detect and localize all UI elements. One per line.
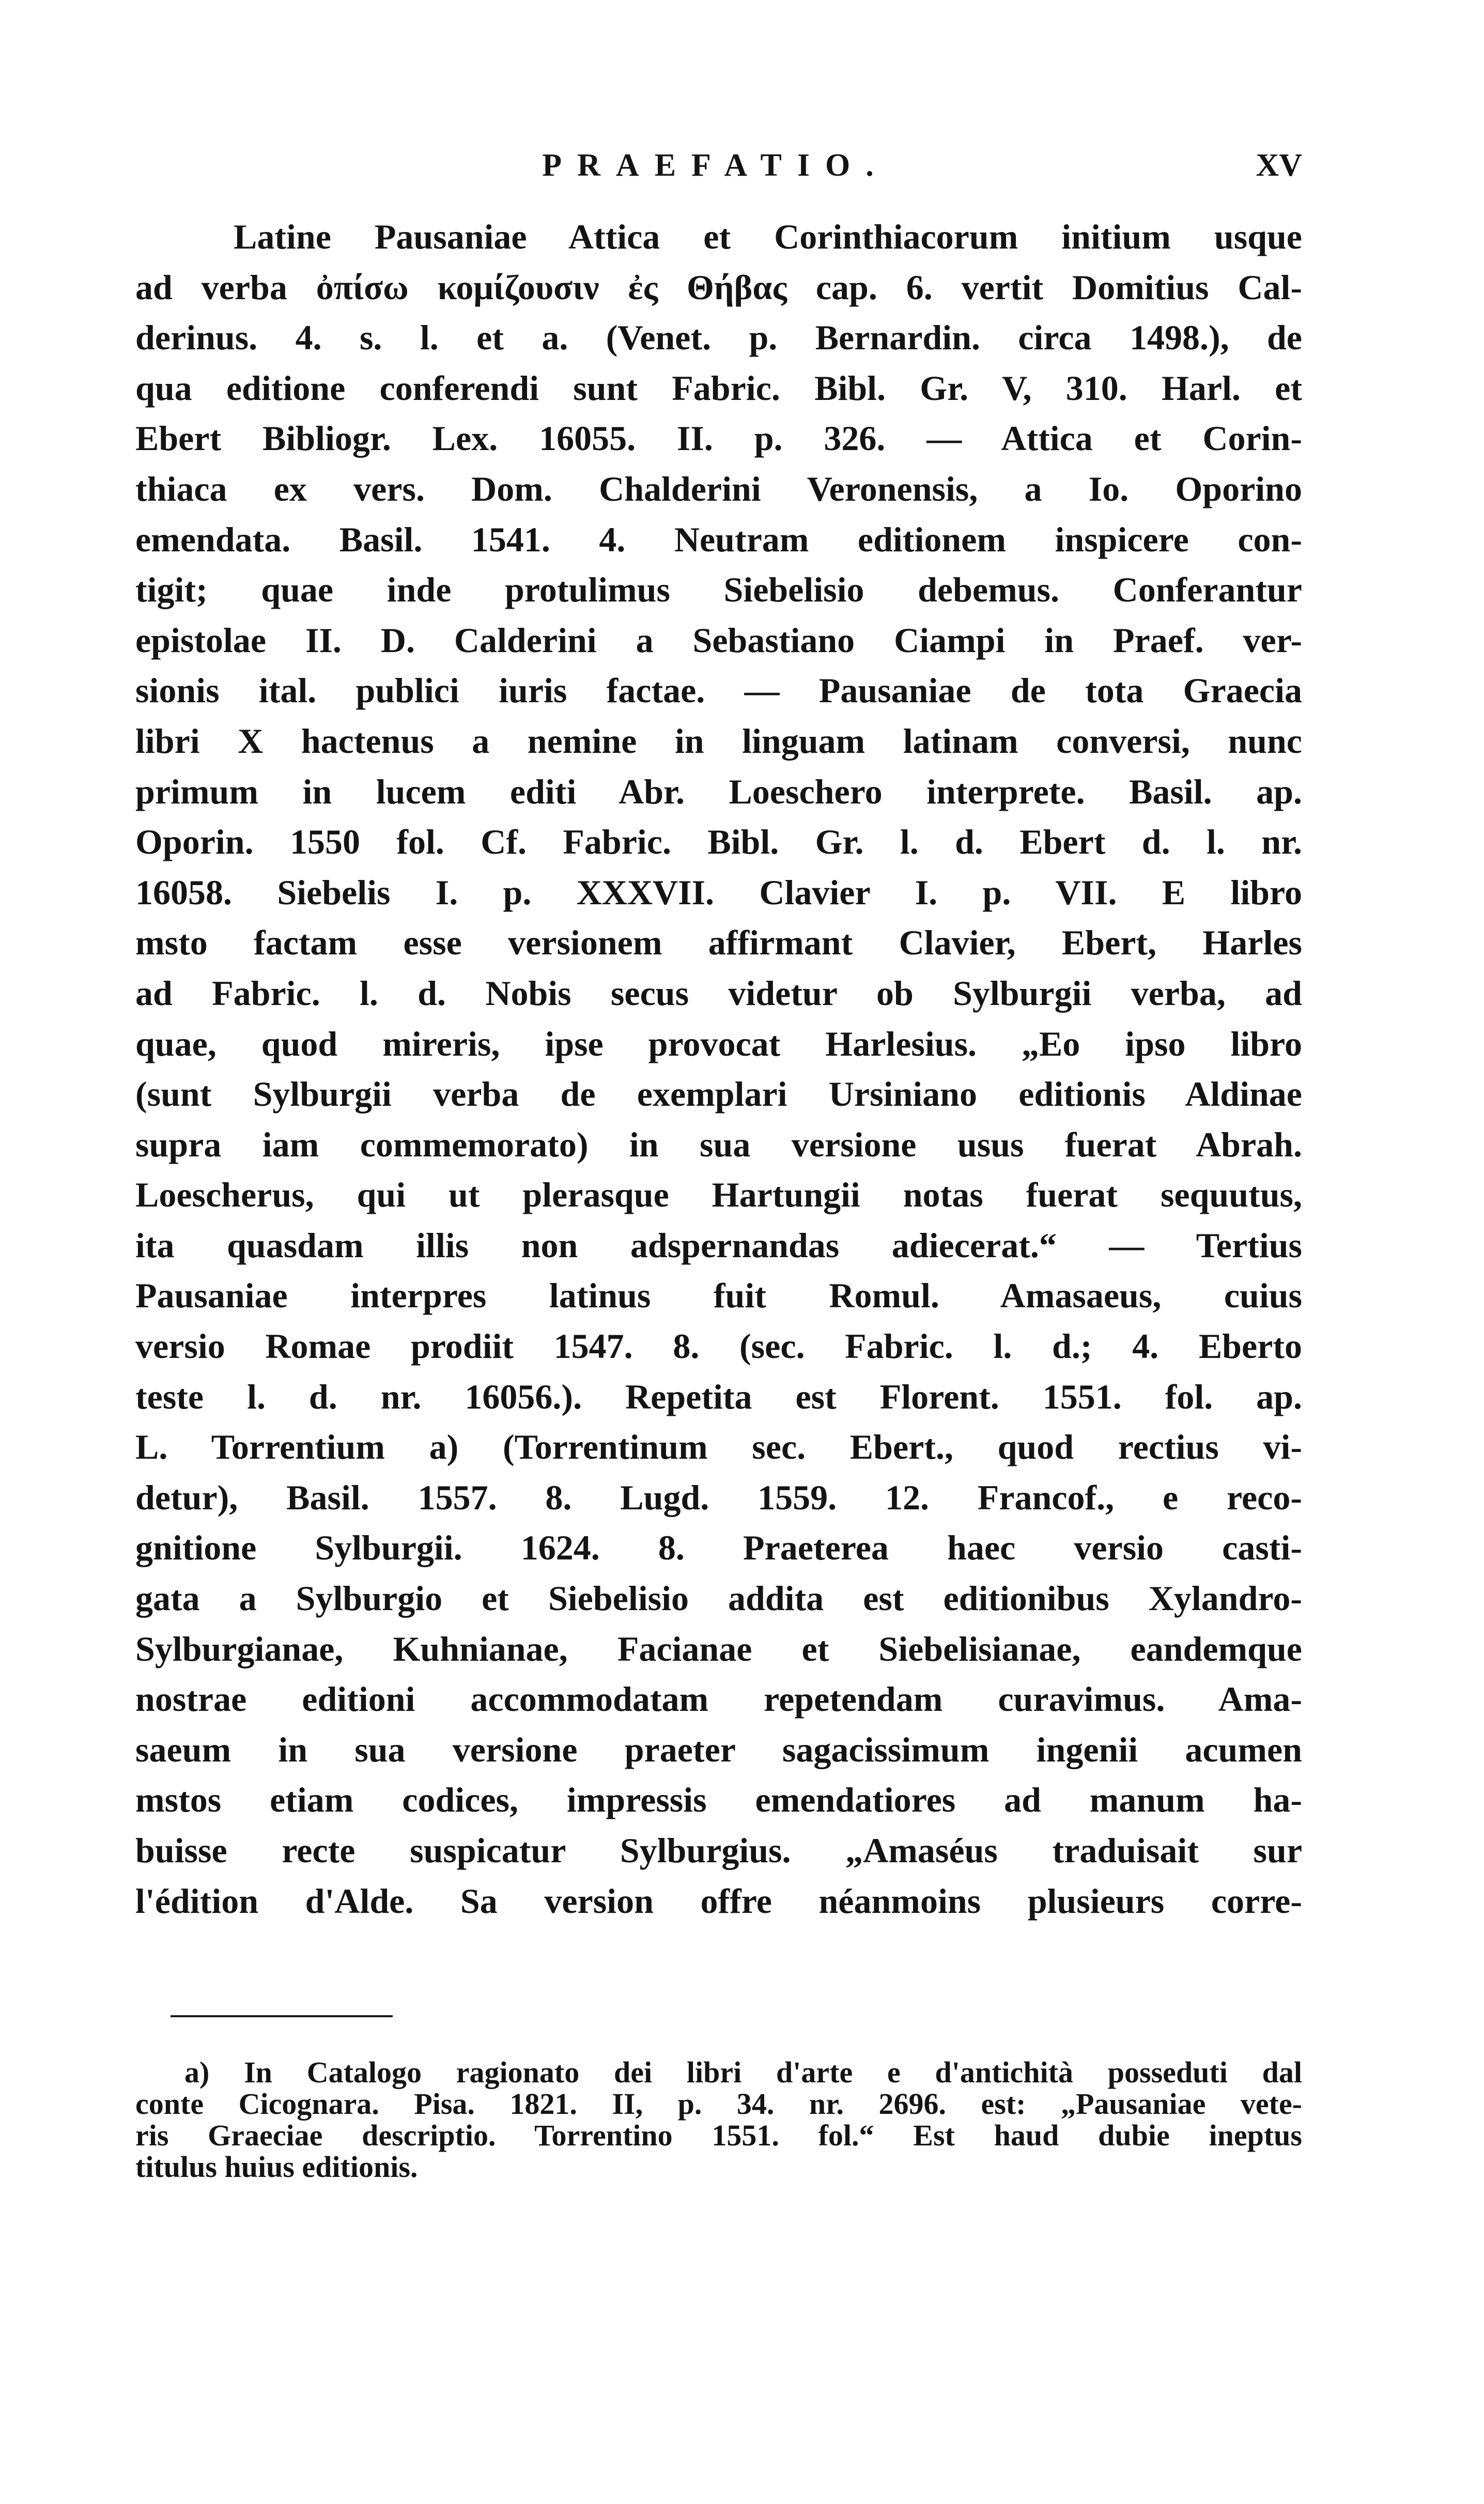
running-title: PRAEFATIO. — [542, 148, 889, 183]
text-line: Oporin. 1550 fol. Cf. Fabric. Bibl. Gr. l. d. Ebert d. l. nr. — [135, 822, 1302, 862]
text-line: ad Fabric. l. d. Nobis secus videtur ob Sylburgii verba, ad — [135, 973, 1302, 1013]
text-line: libri X hactenus a nemine in linguam latinam conversi, nunc — [135, 721, 1302, 761]
footnote-line: ris Graeciae descriptio. Torrentino 1551. fol.“ Est haud dubie ineptus — [135, 2119, 1302, 2152]
text-line: buisse recte suspicatur Sylburgius. „Amaséus traduisait sur — [135, 1831, 1302, 1870]
text-line: l'édition d'Alde. Sa version offre néanmoins plusieurs corre- — [135, 1881, 1302, 1921]
footnote-block — [135, 2057, 1302, 2183]
text-line: (sunt Sylburgii verba de exemplari Ursiniano editionis Aldinae — [135, 1074, 1302, 1114]
text-line: teste l. d. nr. 16056.). Repetita est Florent. 1551. fol. ap. — [135, 1377, 1302, 1416]
text-line: gata a Sylburgio et Siebelisio addita est editionibus Xylandro- — [135, 1579, 1302, 1618]
text-line: supra iam commemorato) in sua versione usus fuerat Abrah. — [135, 1124, 1302, 1164]
text-line: nostrae editioni accommodatam repetendam curavimus. Ama- — [135, 1679, 1302, 1719]
text-line: Loescherus, qui ut plerasque Hartungii notas fuerat sequutus, — [135, 1175, 1302, 1215]
text-line: msto factam esse versionem affirmant Clavier, Ebert, Harles — [135, 923, 1302, 963]
text-line: thiaca ex vers. Dom. Chalderini Veronensis, a Io. Oporino — [135, 469, 1302, 508]
text-line: sionis ital. publici iuris factae. — Pausaniae de tota Graecia — [135, 671, 1302, 710]
text-line: saeum in sua versione praeter sagacissimum ingenii acumen — [135, 1729, 1302, 1769]
text-line: epistolae II. D. Calderini a Sebastiano Ciampi in Praef. ver- — [135, 620, 1302, 660]
footnote-line: a) In Catalogo ragionato dei libri d'arte e d'antichità posseduti dal — [184, 2055, 1302, 2089]
text-line: quae, quod mireris, ipse provocat Harlesius. „Eo ipso libro — [135, 1024, 1302, 1063]
text-line: tigit; quae inde protulimus Siebelisio debemus. Conferantur — [135, 570, 1302, 610]
text-line: L. Torrentium a) (Torrentinum sec. Ebert., quod rectius vi- — [135, 1427, 1302, 1467]
page-header — [129, 137, 1302, 194]
footnote-divider — [171, 2015, 393, 2017]
page-number: XV — [1256, 148, 1302, 183]
text-line: derinus. 4. s. l. et a. (Venet. p. Bernardin. circa 1498.), de — [135, 318, 1302, 358]
text-line: gnitione Sylburgii. 1624. 8. Praeterea haec versio casti- — [135, 1528, 1302, 1568]
text-line: Pausaniae interpres latinus fuit Romul. Amasaeus, cuius — [135, 1276, 1302, 1316]
text-line: Sylburgianae, Kuhnianae, Facianae et Siebelisianae, eandemque — [135, 1629, 1302, 1668]
text-line: 16058. Siebelis I. p. XXXVII. Clavier I. p. VII. E libro — [135, 872, 1302, 912]
footnote-line: titulus huius editionis. — [135, 2150, 418, 2184]
text-line: mstos etiam codices, impressis emendatiores ad manum ha- — [135, 1780, 1302, 1820]
main-text — [135, 212, 1302, 1926]
text-line: Ebert Bibliogr. Lex. 16055. II. p. 326. — Attica et Corin- — [135, 419, 1302, 458]
text-line: ad verba ὀπίσω κομίζουσιν ἐς Θήβας cap. 6. vertit Domitius Cal- — [135, 267, 1302, 307]
footnote-line: conte Cicognara. Pisa. 1821. II, p. 34. nr. 2696. est: „Pausaniae vete- — [135, 2087, 1302, 2121]
text-line: qua editione conferendi sunt Fabric. Bibl. Gr. V, 310. Harl. et — [135, 368, 1302, 408]
text-line: emendata. Basil. 1541. 4. Neutram editionem inspicere con- — [135, 519, 1302, 559]
text-line: Latine Pausaniae Attica et Corinthiacorum initium usque — [234, 217, 1302, 256]
text-line: primum in lucem editi Abr. Loeschero interprete. Basil. ap. — [135, 771, 1302, 811]
text-line: versio Romae prodiit 1547. 8. (sec. Fabric. l. d.; 4. Eberto — [135, 1326, 1302, 1366]
text-line: ita quasdam illis non adspernandas adiecerat.“ — Tertius — [135, 1225, 1302, 1265]
text-line: detur), Basil. 1557. 8. Lugd. 1559. 12. Francof., e reco- — [135, 1477, 1302, 1517]
